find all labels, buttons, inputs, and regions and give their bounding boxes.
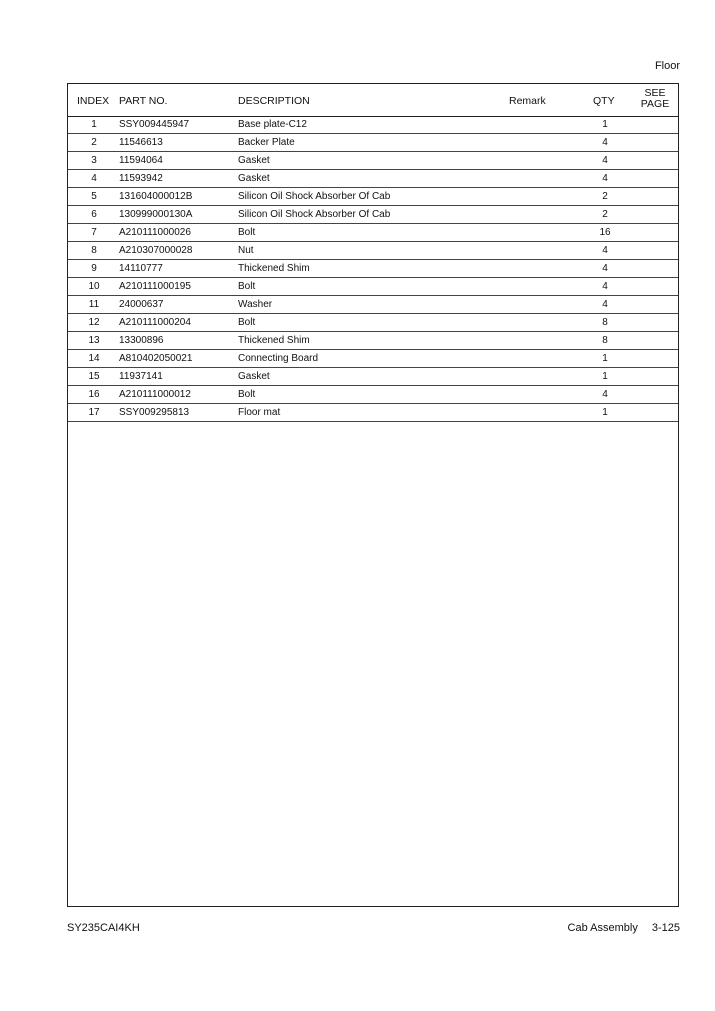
footer-model: SY235CAI4KH	[67, 922, 140, 934]
row-index: 15	[88, 371, 100, 382]
row-description: Connecting Board	[238, 353, 319, 364]
row-qty: 1	[602, 407, 608, 418]
row-index: 9	[91, 263, 97, 274]
header-part-no: PART NO.	[119, 95, 168, 107]
row-part-no: 14110777	[119, 263, 163, 274]
row-part-no: A210111000026	[119, 227, 191, 238]
header-see-page	[638, 88, 672, 110]
row-part-no: A810402050021	[119, 353, 193, 364]
row-description: Gasket	[238, 173, 270, 184]
row-description: Nut	[238, 245, 254, 256]
row-part-no: 11546613	[119, 137, 163, 148]
row-description: Backer Plate	[238, 137, 295, 148]
footer-page-number: 3-125	[651, 922, 680, 934]
header-description: DESCRIPTION	[238, 95, 310, 107]
row-part-no: A210111000204	[119, 317, 191, 328]
row-index: 7	[91, 227, 97, 238]
footer-chapter: Cab Assembly	[567, 922, 638, 934]
row-index: 11	[88, 299, 100, 310]
row-index: 2	[91, 137, 97, 148]
table-row	[68, 134, 678, 152]
row-index: 1	[91, 119, 97, 130]
section-title: Floor	[654, 60, 680, 72]
row-part-no: A210307000028	[119, 245, 193, 256]
header-qty: QTY	[593, 95, 615, 107]
row-qty: 16	[599, 227, 611, 238]
row-description: Floor mat	[238, 407, 281, 418]
row-index: 13	[88, 335, 100, 346]
row-part-no: 11593942	[119, 173, 163, 184]
row-part-no: 11937141	[119, 371, 163, 382]
row-qty: 8	[602, 335, 608, 346]
row-qty: 2	[602, 191, 608, 202]
table-row	[68, 260, 678, 278]
row-qty: 4	[602, 299, 608, 310]
row-part-no: A210111000012	[119, 389, 191, 400]
row-qty: 4	[602, 281, 608, 292]
row-part-no: 24000637	[119, 299, 164, 310]
row-qty: 1	[602, 119, 608, 130]
row-qty: 2	[602, 209, 608, 220]
row-qty: 1	[602, 371, 608, 382]
table-row	[68, 368, 678, 386]
header-remark: Remark	[509, 95, 546, 107]
table-header	[68, 84, 678, 117]
row-index: 4	[91, 173, 97, 184]
row-qty: 1	[602, 353, 608, 364]
table-row	[68, 332, 678, 350]
header-see-page-line2: PAGE	[640, 98, 670, 110]
row-index: 17	[88, 407, 100, 418]
row-index: 14	[88, 353, 100, 364]
row-qty: 4	[602, 389, 608, 400]
row-qty: 4	[602, 173, 608, 184]
footer-right	[568, 922, 680, 934]
row-description: Silicon Oil Shock Absorber Of Cab	[238, 191, 391, 202]
row-qty: 8	[602, 317, 608, 328]
row-part-no: 131604000012B	[119, 191, 193, 202]
row-part-no: A210111000195	[119, 281, 191, 292]
parts-table	[67, 83, 679, 907]
header-index: INDEX	[77, 95, 110, 107]
table-row	[68, 170, 678, 188]
table-row	[68, 404, 678, 422]
table-row	[68, 296, 678, 314]
row-description: Silicon Oil Shock Absorber Of Cab	[238, 209, 391, 220]
table-row	[68, 152, 678, 170]
table-row	[68, 242, 678, 260]
row-part-no: 11594064	[119, 155, 163, 166]
table-row	[68, 314, 678, 332]
table-row	[68, 386, 678, 404]
row-qty: 4	[602, 137, 608, 148]
row-description: Gasket	[238, 371, 270, 382]
row-part-no: 13300896	[119, 335, 164, 346]
row-part-no: SSY009445947	[119, 119, 190, 130]
row-description: Bolt	[238, 317, 256, 328]
row-description: Base plate-C12	[238, 119, 307, 130]
row-description: Thickened Shim	[238, 263, 310, 274]
row-index: 16	[88, 389, 100, 400]
row-description: Gasket	[238, 155, 270, 166]
table-row	[68, 188, 678, 206]
row-description: Washer	[238, 299, 273, 310]
row-description: Bolt	[238, 281, 256, 292]
row-description: Thickened Shim	[238, 335, 310, 346]
row-part-no: 130999000130A	[119, 209, 193, 220]
row-qty: 4	[602, 263, 608, 274]
row-description: Bolt	[238, 227, 256, 238]
row-index: 10	[88, 281, 100, 292]
table-row	[68, 116, 678, 134]
row-index: 12	[88, 317, 100, 328]
row-qty: 4	[602, 245, 608, 256]
row-index: 8	[91, 245, 97, 256]
table-row	[68, 278, 678, 296]
row-qty: 4	[602, 155, 608, 166]
table-row	[68, 224, 678, 242]
table-row	[68, 206, 678, 224]
row-index: 5	[91, 191, 97, 202]
header-see-page-line1: SEE	[644, 87, 666, 99]
table-row	[68, 350, 678, 368]
row-part-no: SSY009295813	[119, 407, 190, 418]
row-index: 3	[91, 155, 97, 166]
row-description: Bolt	[238, 389, 256, 400]
row-index: 6	[91, 209, 97, 220]
table-body	[68, 116, 678, 422]
